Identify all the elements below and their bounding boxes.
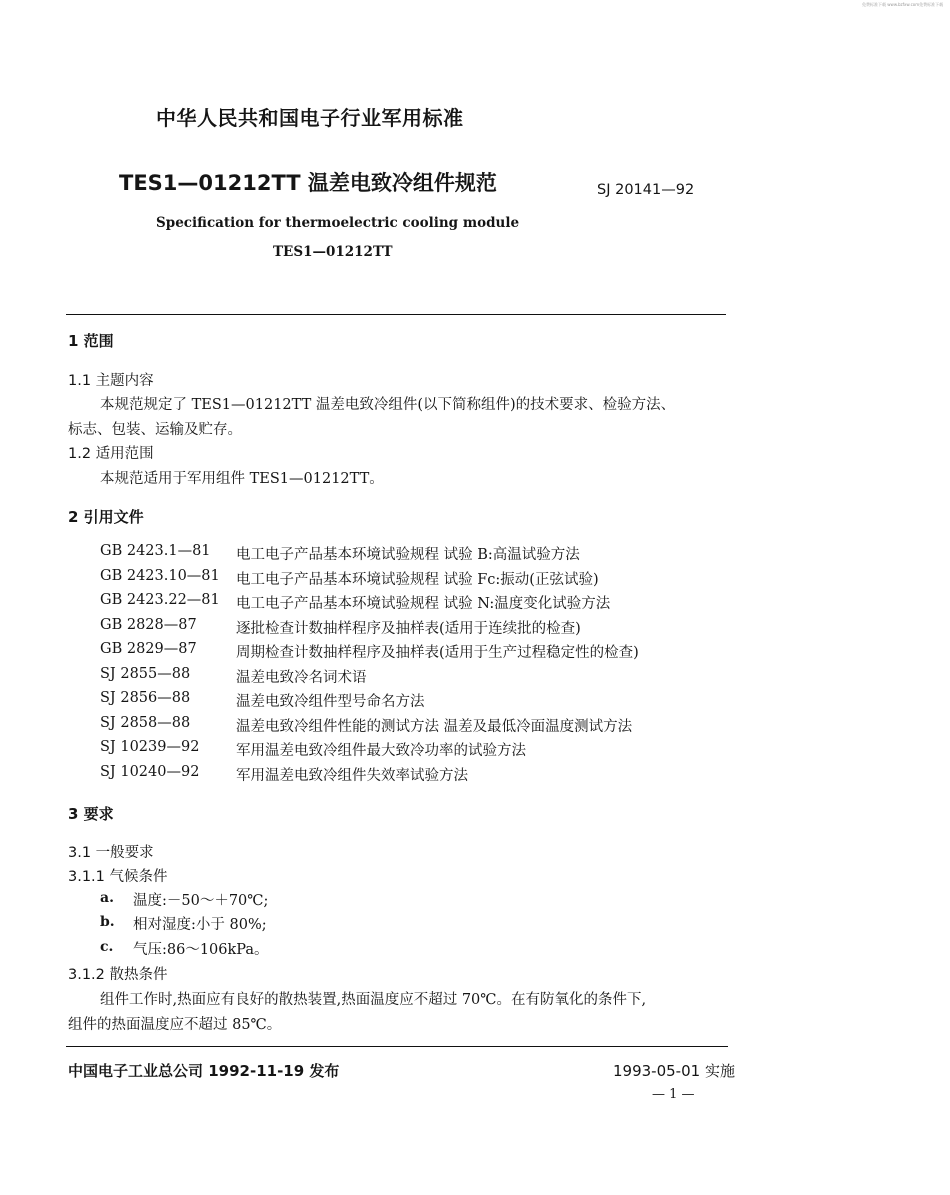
section-3-1-2-text-line2: 组件的热面温度应不超过 85℃。 [68, 1017, 282, 1033]
reference-title: 电工电子产品基本环境试验规程 试验 B:高温试验方法 [236, 547, 580, 563]
section-2-heading: 2 引用文件 [68, 508, 144, 526]
reference-title: 军用温差电致冷组件失效率试验方法 [236, 768, 468, 784]
reference-code: GB 2423.1—81 [100, 543, 211, 559]
doc-number: SJ 20141—92 [597, 182, 695, 198]
section-1-2-text: 本规范适用于军用组件 TES1—01212TT。 [100, 471, 384, 487]
header-rule [66, 314, 726, 315]
section-1-1-text-line1: 本规范规定了 TES1—01212TT 温差电致冷组件(以下简称组件)的技术要求、检验方法、 [100, 397, 676, 413]
section-3-1-1-heading: 3.1.1 气候条件 [68, 869, 168, 885]
reference-code: SJ 10239—92 [100, 739, 200, 755]
reference-code: GB 2423.22—81 [100, 592, 220, 608]
section-1-1-text-line2: 标志、包装、运输及贮存。 [68, 422, 242, 438]
reference-code: SJ 2855—88 [100, 666, 191, 682]
doc-title: TES1—01212TT 温差电致冷组件规范 [119, 171, 497, 195]
reference-title: 电工电子产品基本环境试验规程 试验 Fc:振动(正弦试验) [236, 572, 599, 588]
reference-code: SJ 2858—88 [100, 715, 191, 731]
reference-code: SJ 2856—88 [100, 690, 191, 706]
reference-code: GB 2829—87 [100, 641, 197, 657]
list-item-text: 相对湿度:小于 80%; [133, 917, 267, 933]
section-1-heading: 1 范围 [68, 332, 114, 350]
list-item-text: 气压:86～106kPa。 [133, 942, 269, 958]
reference-title: 温差电致冷组件性能的测试方法 温差及最低冷面温度测试方法 [236, 719, 633, 735]
section-3-heading: 3 要求 [68, 805, 114, 823]
footer-rule [66, 1046, 728, 1047]
list-item-mark: b. [100, 914, 115, 930]
reference-code: SJ 10240—92 [100, 764, 200, 780]
section-1-2-heading: 1.2 适用范围 [68, 446, 154, 462]
en-subtitle: TES1—01212TT [273, 244, 393, 260]
list-item-text: 温度:－50～＋70℃; [133, 893, 269, 909]
page-number: — 1 — [652, 1087, 695, 1102]
reference-code: GB 2828—87 [100, 617, 197, 633]
effective-date: 1993-05-01 实施 [613, 1062, 735, 1080]
list-item-mark: c. [100, 939, 114, 955]
list-item-mark: a. [100, 890, 114, 906]
reference-title: 温差电致冷名词术语 [236, 670, 367, 686]
section-1-1-heading: 1.1 主题内容 [68, 373, 154, 389]
reference-code: GB 2423.10—81 [100, 568, 220, 584]
en-title: Specification for thermoelectric cooling module [156, 215, 520, 231]
section-3-1-2-heading: 3.1.2 散热条件 [68, 967, 168, 983]
reference-title: 电工电子产品基本环境试验规程 试验 N:温度变化试验方法 [236, 596, 611, 612]
reference-title: 军用温差电致冷组件最大致冷功率的试验方法 [236, 743, 526, 759]
reference-title: 周期检查计数抽样程序及抽样表(适用于生产过程稳定性的检查) [236, 645, 639, 661]
org-title: 中华人民共和国电子行业军用标准 [156, 106, 464, 130]
corner-watermark: 免费标准下载 www.bzfxw.com免费标准下载 [862, 2, 944, 7]
section-3-1-2-text-line1: 组件工作时,热面应有良好的散热装置,热面温度应不超过 70℃。在有防氧化的条件下, [100, 992, 647, 1008]
section-3-1-heading: 3.1 一般要求 [68, 845, 154, 861]
issuer-line: 中国电子工业总公司 1992-11-19 发布 [68, 1062, 340, 1080]
reference-title: 温差电致冷组件型号命名方法 [236, 694, 425, 710]
reference-title: 逐批检查计数抽样程序及抽样表(适用于连续批的检查) [236, 621, 581, 637]
